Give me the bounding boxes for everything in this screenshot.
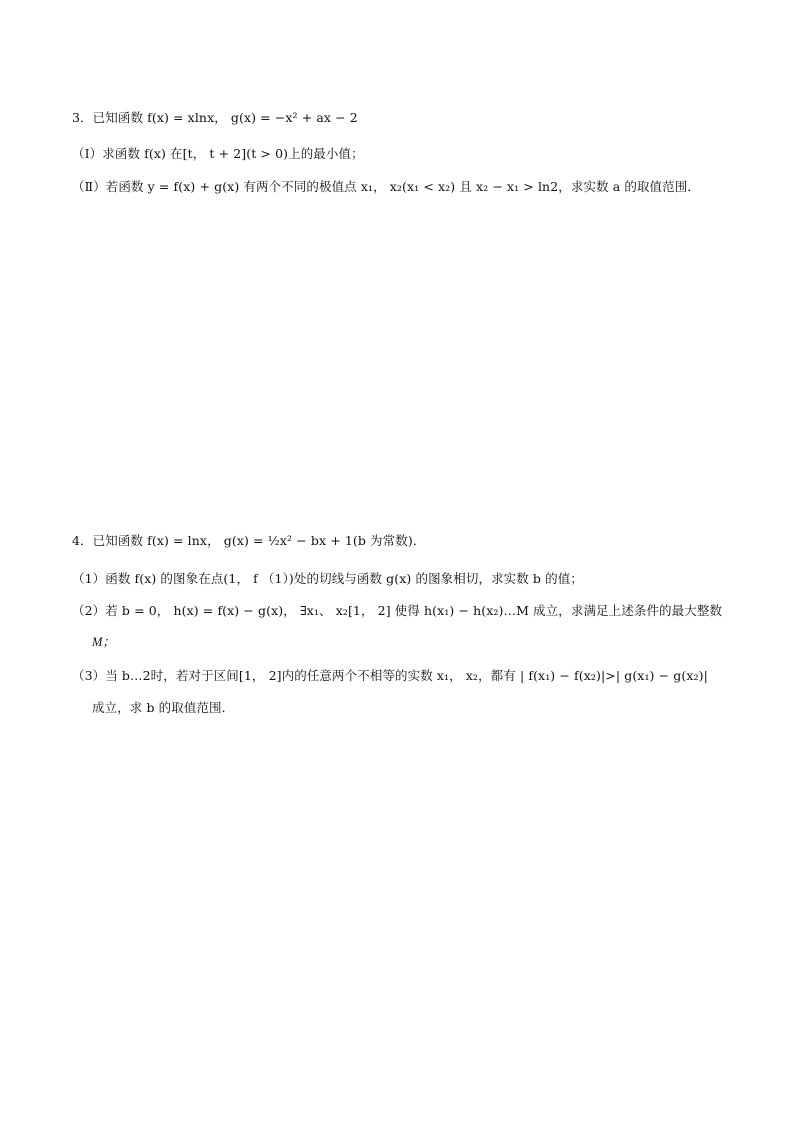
- problem-3-part-1: （Ⅰ）求函数 f(x) 在[t， t + 2](t > 0)上的最小值；: [72, 146, 364, 161]
- problem-4-statement: 4．已知函数 f(x) = lnx， g(x) = ½x² − bx + 1(b 为常数)．: [72, 533, 426, 548]
- problem-4-part-3-cont: 成立，求 b 的取值范围．: [92, 700, 235, 715]
- problem-3-part-2: （Ⅱ）若函数 y = f(x) + g(x) 有两个不同的极值点 x₁， x₂(x₁ < x₂) 且 x₂ − x₁ > ln2，求实数 a 的取值范围．: [72, 179, 700, 194]
- problem-4-part-2-cont: M；: [92, 635, 116, 649]
- problem-4-part-3: （3）当 b…2时，若对于区间[1， 2]内的任意两个不相等的实数 x₁， x₂，都有 | f(x₁) − f(x₂)|>| g(x₁) − g(x₂)|: [72, 668, 708, 683]
- problem-3-statement: 3．已知函数 f(x) = xlnx， g(x) = −x² + ax − 2: [72, 110, 358, 125]
- problem-4-part-2: （2）若 b = 0， h(x) = f(x) − g(x)， ∃x₁、 x₂[1， 2] 使得 h(x₁) − h(x₂)…M 成立，求满足上述条件的最大整数: [72, 603, 723, 618]
- problem-4-part-1: （1）函数 f(x) 的图象在点(1， f （1）)处的切线与函数 g(x) 的图象相切，求实数 b 的值；: [72, 571, 583, 586]
